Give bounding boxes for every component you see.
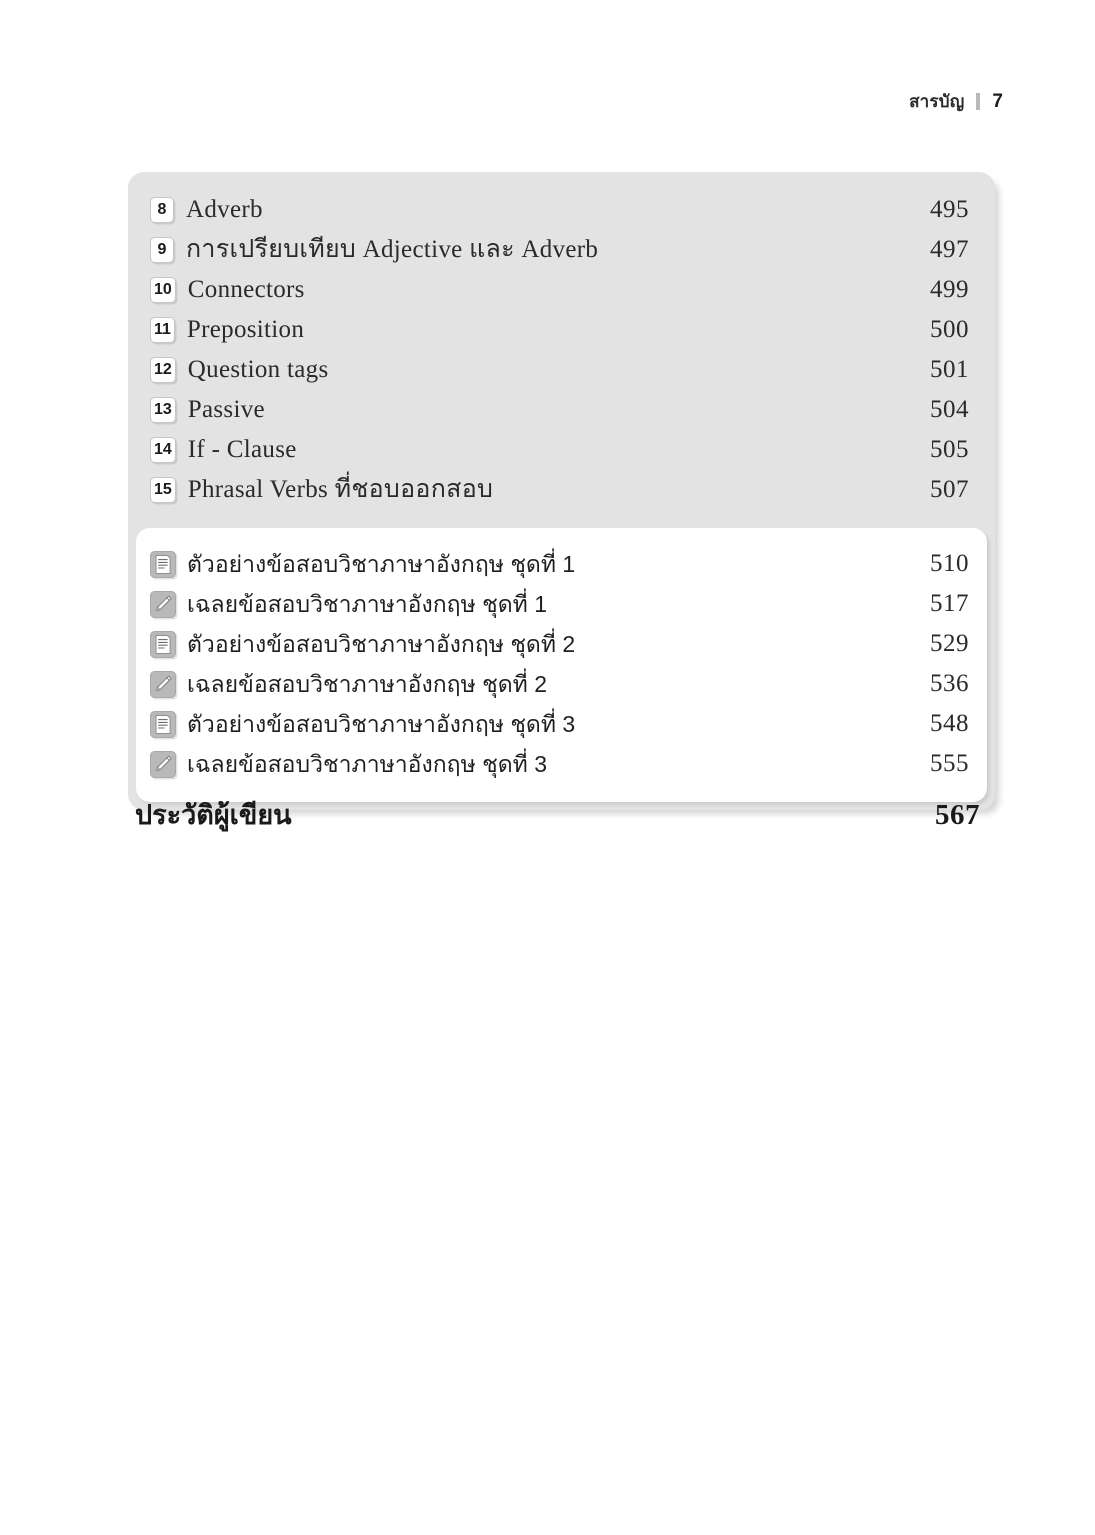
toc-row-title: Question tags	[187, 356, 329, 384]
exam-row[interactable]	[140, 624, 969, 664]
toc-row-title: Adverb	[186, 196, 263, 224]
numbered-entries-list	[128, 172, 995, 524]
toc-row-number-badge: 11	[150, 317, 175, 343]
exam-row-title: เฉลยข้อสอบวิชาภาษาอังกฤษ ชุดที่ 3	[187, 750, 548, 777]
exam-row-title: ตัวอย่างข้อสอบวิชาภาษาอังกฤษ ชุดที่ 2	[187, 630, 576, 657]
toc-row-title: Passive	[187, 396, 265, 424]
toc-row-page: 504	[930, 396, 969, 423]
toc-row[interactable]	[140, 390, 969, 430]
exam-row-title: ตัวอย่างข้อสอบวิชาภาษาอังกฤษ ชุดที่ 3	[187, 710, 576, 737]
toc-row-page: 507	[930, 476, 969, 503]
page-header	[909, 88, 1003, 115]
toc-row-page: 505	[930, 436, 969, 463]
exam-row[interactable]	[140, 704, 969, 744]
exam-row[interactable]	[140, 664, 969, 704]
header-section-label: สารบัญ	[909, 92, 965, 111]
pencil-icon	[150, 671, 176, 698]
toc-row-page: 497	[930, 236, 969, 263]
exam-row-page: 555	[930, 750, 969, 777]
document-icon	[150, 551, 176, 578]
header-page-number: 7	[992, 90, 1003, 112]
author-biography-page: 567	[935, 799, 980, 831]
toc-row-title: Connectors	[187, 276, 305, 304]
toc-row[interactable]	[140, 270, 969, 310]
toc-row-number-badge: 14	[150, 437, 176, 463]
toc-row-page: 500	[930, 316, 969, 343]
document-icon	[150, 631, 176, 658]
exam-row-title: เฉลยข้อสอบวิชาภาษาอังกฤษ ชุดที่ 2	[187, 670, 548, 697]
exam-row-page: 529	[930, 630, 969, 657]
exam-row[interactable]	[140, 744, 969, 784]
toc-row-title: If - Clause	[187, 436, 297, 464]
toc-row-page: 499	[930, 276, 969, 303]
toc-row-number-badge: 10	[150, 277, 176, 303]
exam-row-page: 517	[930, 590, 969, 617]
toc-card	[128, 172, 995, 810]
toc-row[interactable]	[140, 230, 969, 270]
header-separator-icon	[976, 93, 980, 110]
document-icon	[150, 711, 176, 738]
toc-row[interactable]	[140, 350, 969, 390]
toc-row[interactable]	[140, 430, 969, 470]
pencil-icon	[150, 751, 176, 778]
exam-row-page: 548	[930, 710, 969, 737]
exam-row[interactable]	[140, 544, 969, 584]
exam-row-title: ตัวอย่างข้อสอบวิชาภาษาอังกฤษ ชุดที่ 1	[187, 550, 576, 577]
toc-row[interactable]	[140, 470, 969, 510]
toc-row[interactable]	[140, 190, 969, 230]
exam-row[interactable]	[140, 584, 969, 624]
toc-row-page: 495	[930, 196, 969, 223]
toc-row-number-badge: 15	[150, 477, 176, 503]
toc-row-title: การเปรียบเทียบ Adjective และ Adverb	[186, 236, 599, 264]
author-biography-title: ประวัติผู้เขียน	[135, 800, 292, 830]
toc-row-page: 501	[930, 356, 969, 383]
pencil-icon	[150, 591, 176, 618]
author-biography-entry[interactable]	[135, 793, 980, 836]
toc-row-title: Preposition	[186, 316, 305, 344]
toc-row-title: Phrasal Verbs ที่ชอบออกสอบ	[187, 476, 494, 504]
exam-row-page: 510	[930, 550, 969, 577]
exam-entries-panel	[136, 528, 987, 802]
toc-row-number-badge: 13	[150, 397, 176, 423]
exam-row-title: เฉลยข้อสอบวิชาภาษาอังกฤษ ชุดที่ 1	[187, 590, 548, 617]
toc-row-number-badge: 9	[150, 237, 174, 263]
exam-row-page: 536	[930, 670, 969, 697]
toc-row-number-badge: 8	[150, 197, 174, 223]
toc-row[interactable]	[140, 310, 969, 350]
toc-row-number-badge: 12	[150, 357, 176, 383]
